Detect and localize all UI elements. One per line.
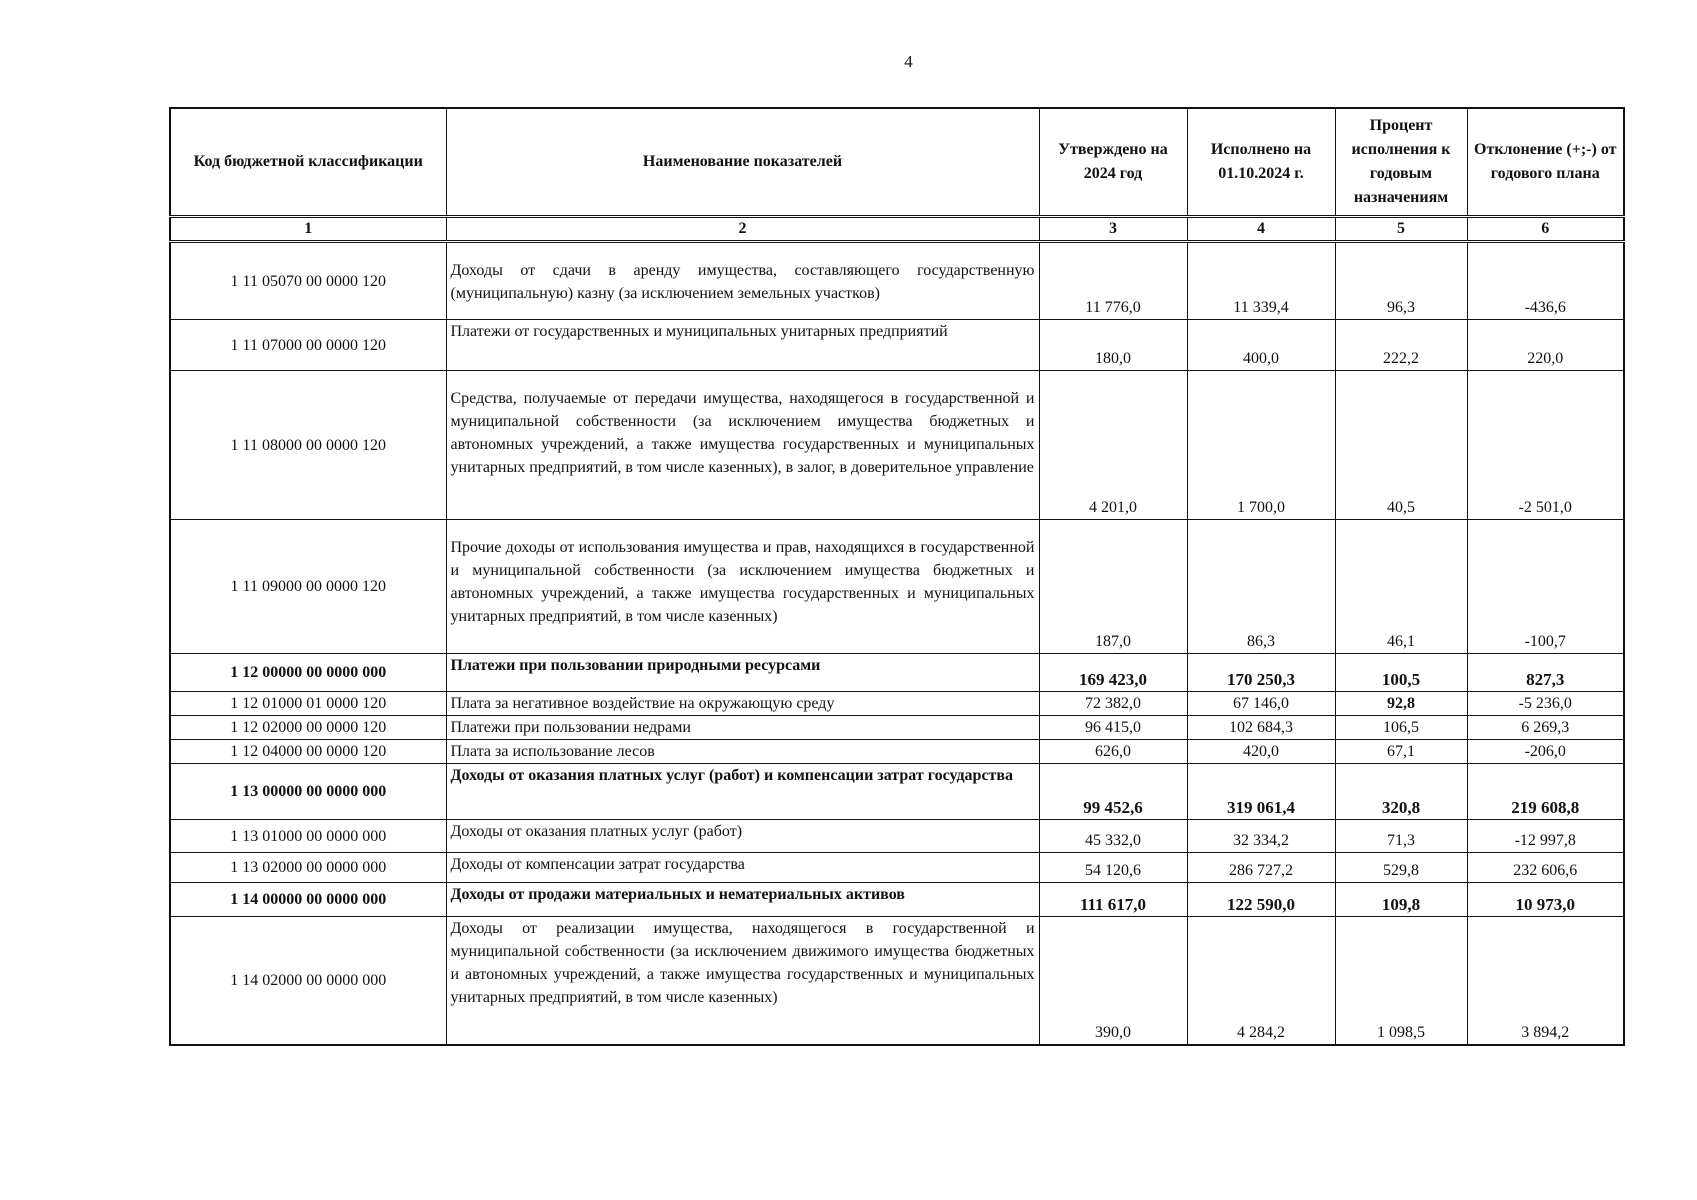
- row-percent: 46,1: [1335, 520, 1467, 654]
- table-row: [170, 716, 1624, 740]
- table-row: [170, 371, 1624, 520]
- row-name: Доходы от продажи материальных и нематериальных активов: [446, 883, 1039, 917]
- column-number: 6: [1467, 217, 1624, 242]
- row-name: Доходы от оказания платных услуг (работ): [446, 820, 1039, 853]
- row-percent: 67,1: [1335, 740, 1467, 764]
- header-name: Наименование показателей: [446, 108, 1039, 217]
- row-code: 1 11 05070 00 0000 120: [170, 242, 446, 320]
- row-percent: 96,3: [1335, 242, 1467, 320]
- table-row: [170, 320, 1624, 371]
- row-approved: 96 415,0: [1039, 716, 1187, 740]
- row-deviation: 220,0: [1467, 320, 1624, 371]
- table-row: [170, 654, 1624, 692]
- row-code: 1 11 09000 00 0000 120: [170, 520, 446, 654]
- header-row: [170, 108, 1624, 217]
- row-code: 1 13 01000 00 0000 000: [170, 820, 446, 853]
- header-executed: Исполнено на 01.10.2024 г.: [1187, 108, 1335, 217]
- row-executed: 86,3: [1187, 520, 1335, 654]
- row-code: 1 14 02000 00 0000 000: [170, 917, 446, 1045]
- table-row: [170, 883, 1624, 917]
- row-deviation: -5 236,0: [1467, 692, 1624, 716]
- row-executed: 400,0: [1187, 320, 1335, 371]
- row-executed: 32 334,2: [1187, 820, 1335, 853]
- column-number: 4: [1187, 217, 1335, 242]
- row-code: 1 13 00000 00 0000 000: [170, 764, 446, 820]
- header-code: Код бюджетной классификации: [170, 108, 446, 217]
- table-row: [170, 764, 1624, 820]
- row-name: Доходы от оказания платных услуг (работ) и компенсации затрат государства: [446, 764, 1039, 820]
- row-name: Плата за использование лесов: [446, 740, 1039, 764]
- table-row: [170, 242, 1624, 320]
- column-number: 2: [446, 217, 1039, 242]
- row-deviation: -206,0: [1467, 740, 1624, 764]
- table-row: [170, 820, 1624, 853]
- row-name: Доходы от сдачи в аренду имущества, составляющего государственную (муниципальную) казну (за исключением земельных участков): [446, 242, 1039, 320]
- row-approved: 180,0: [1039, 320, 1187, 371]
- row-percent: 40,5: [1335, 371, 1467, 520]
- row-percent: 529,8: [1335, 853, 1467, 883]
- row-deviation: -12 997,8: [1467, 820, 1624, 853]
- table-row: [170, 740, 1624, 764]
- row-percent: 1 098,5: [1335, 917, 1467, 1045]
- row-executed: 102 684,3: [1187, 716, 1335, 740]
- row-name: Средства, получаемые от передачи имущества, находящегося в государственной и муниципальной собственности (за исключением имущества бюджетных и автономных учреждений, а также имущества государственных и муниципальных унитарных предприятий, в том числе казенных), в залог, в доверительное управление: [446, 371, 1039, 520]
- row-approved: 54 120,6: [1039, 853, 1187, 883]
- row-approved: 111 617,0: [1039, 883, 1187, 917]
- row-name: Платежи при пользовании природными ресурсами: [446, 654, 1039, 692]
- row-executed: 286 727,2: [1187, 853, 1335, 883]
- row-deviation: -100,7: [1467, 520, 1624, 654]
- row-code: 1 11 07000 00 0000 120: [170, 320, 446, 371]
- row-deviation: 827,3: [1467, 654, 1624, 692]
- row-name: Платежи при пользовании недрами: [446, 716, 1039, 740]
- row-name: Прочие доходы от использования имущества и прав, находящихся в государственной и муниципальной собственности (за исключением имущества бюджетных и автономных учреждений, а также имущества государственных и муниципальных унитарных предприятий, в том числе казенных): [446, 520, 1039, 654]
- row-name: Доходы от компенсации затрат государства: [446, 853, 1039, 883]
- row-executed: 67 146,0: [1187, 692, 1335, 716]
- row-code: 1 12 02000 00 0000 120: [170, 716, 446, 740]
- row-percent: 71,3: [1335, 820, 1467, 853]
- row-approved: 45 332,0: [1039, 820, 1187, 853]
- row-executed: 4 284,2: [1187, 917, 1335, 1045]
- row-approved: 626,0: [1039, 740, 1187, 764]
- row-code: 1 13 02000 00 0000 000: [170, 853, 446, 883]
- column-number-row: [170, 217, 1624, 242]
- row-code: 1 12 01000 01 0000 120: [170, 692, 446, 716]
- table-row: [170, 853, 1624, 883]
- row-percent: 106,5: [1335, 716, 1467, 740]
- row-approved: 169 423,0: [1039, 654, 1187, 692]
- row-executed: 122 590,0: [1187, 883, 1335, 917]
- row-percent: 320,8: [1335, 764, 1467, 820]
- row-approved: 11 776,0: [1039, 242, 1187, 320]
- row-approved: 390,0: [1039, 917, 1187, 1045]
- table-row: [170, 917, 1624, 1045]
- row-code: 1 14 00000 00 0000 000: [170, 883, 446, 917]
- row-percent: 92,8: [1335, 692, 1467, 716]
- row-deviation: 6 269,3: [1467, 716, 1624, 740]
- row-percent: 222,2: [1335, 320, 1467, 371]
- row-executed: 1 700,0: [1187, 371, 1335, 520]
- row-executed: 170 250,3: [1187, 654, 1335, 692]
- row-deviation: 232 606,6: [1467, 853, 1624, 883]
- row-deviation: -2 501,0: [1467, 371, 1624, 520]
- row-deviation: 219 608,8: [1467, 764, 1624, 820]
- table-row: [170, 520, 1624, 654]
- column-number: 1: [170, 217, 446, 242]
- header-deviation: Отклонение (+;-) от годового плана: [1467, 108, 1624, 217]
- row-deviation: 10 973,0: [1467, 883, 1624, 917]
- row-approved: 72 382,0: [1039, 692, 1187, 716]
- row-approved: 99 452,6: [1039, 764, 1187, 820]
- header-approved: Утверждено на 2024 год: [1039, 108, 1187, 217]
- row-name: Доходы от реализации имущества, находящегося в государственной и муниципальной собственности (за исключением движимого имущества бюджетных и автономных учреждений, а также имущества государственных и муниципальных унитарных предприятий, в том числе казенных): [446, 917, 1039, 1045]
- page-number: 4: [904, 52, 913, 71]
- row-name: Плата за негативное воздействие на окружающую среду: [446, 692, 1039, 716]
- row-code: 1 12 00000 00 0000 000: [170, 654, 446, 692]
- row-name: Платежи от государственных и муниципальных унитарных предприятий: [446, 320, 1039, 371]
- column-number: 3: [1039, 217, 1187, 242]
- row-deviation: -436,6: [1467, 242, 1624, 320]
- row-percent: 109,8: [1335, 883, 1467, 917]
- column-number: 5: [1335, 217, 1467, 242]
- row-approved: 187,0: [1039, 520, 1187, 654]
- table-row: [170, 692, 1624, 716]
- row-code: 1 11 08000 00 0000 120: [170, 371, 446, 520]
- row-executed: 420,0: [1187, 740, 1335, 764]
- row-deviation: 3 894,2: [1467, 917, 1624, 1045]
- row-code: 1 12 04000 00 0000 120: [170, 740, 446, 764]
- row-executed: 11 339,4: [1187, 242, 1335, 320]
- row-executed: 319 061,4: [1187, 764, 1335, 820]
- header-percent: Процент исполнения к годовым назначениям: [1335, 108, 1467, 217]
- row-percent: 100,5: [1335, 654, 1467, 692]
- row-approved: 4 201,0: [1039, 371, 1187, 520]
- budget-execution-table: [169, 107, 1625, 1046]
